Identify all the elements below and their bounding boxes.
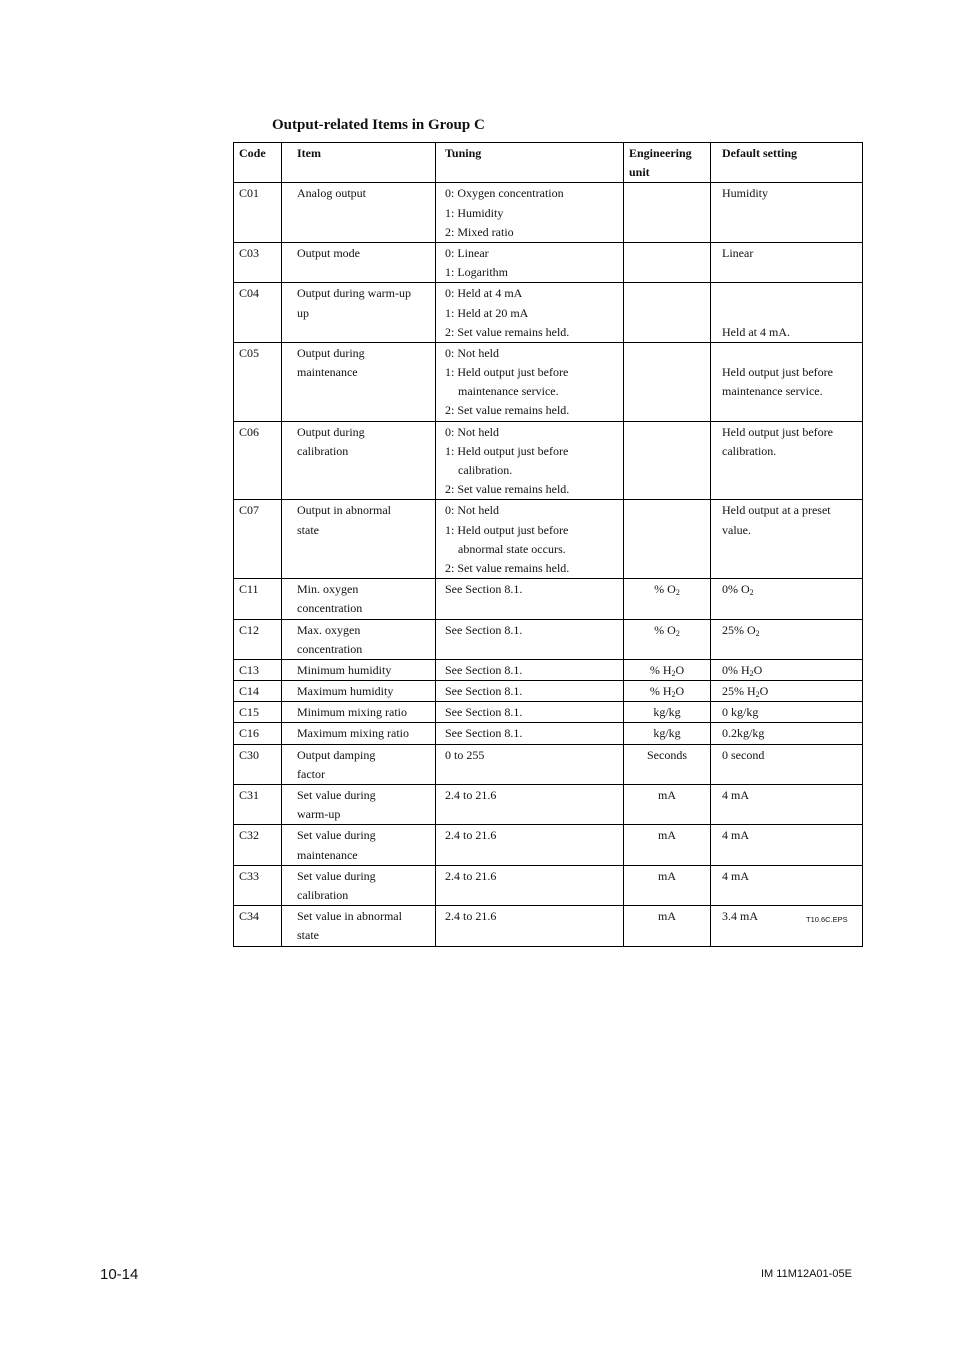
table-row bbox=[234, 825, 863, 865]
cell-item bbox=[282, 825, 436, 865]
cell-tuning bbox=[436, 825, 624, 865]
table-row bbox=[234, 785, 863, 825]
default-line bbox=[722, 344, 857, 363]
table-row bbox=[234, 681, 863, 702]
item-line: Analog output bbox=[297, 186, 366, 201]
cell-default bbox=[711, 723, 863, 744]
cell-code: C11 bbox=[234, 579, 282, 619]
cell-item bbox=[282, 283, 436, 343]
default-line: Humidity bbox=[722, 186, 769, 201]
header-code: Code bbox=[234, 143, 282, 183]
tuning-line: 2.4 to 21.6 bbox=[445, 788, 497, 803]
cell-code: C03 bbox=[234, 242, 282, 282]
cell-unit: mA bbox=[624, 825, 711, 865]
tuning-line: 2: Set value remains held. bbox=[445, 482, 570, 497]
cell-default bbox=[711, 342, 863, 421]
item-line: Output mode bbox=[297, 245, 360, 260]
tuning-line: calibration. bbox=[458, 463, 513, 477]
cell-tuning bbox=[436, 579, 624, 619]
tuning-line: 2.4 to 21.6 bbox=[445, 909, 497, 924]
item-line: Output during warm-up bbox=[297, 286, 411, 301]
cell-default bbox=[711, 242, 863, 282]
cell-code: C33 bbox=[234, 865, 282, 905]
table-row bbox=[234, 183, 863, 243]
cell-code: C06 bbox=[234, 421, 282, 500]
tuning-line: 1: Held output just before bbox=[445, 443, 569, 458]
cell-code: C01 bbox=[234, 183, 282, 243]
output-items-table bbox=[233, 142, 863, 947]
item-line: Output during bbox=[297, 345, 365, 360]
cell-tuning bbox=[436, 183, 624, 243]
table-title: Output-related Items in Group C bbox=[272, 117, 485, 133]
cell-item bbox=[282, 183, 436, 243]
cell-unit: kg/kg bbox=[624, 723, 711, 744]
cell-unit bbox=[624, 421, 711, 500]
item-line: up bbox=[297, 305, 309, 320]
cell-default bbox=[711, 865, 863, 905]
tuning-line: 1: Humidity bbox=[445, 205, 504, 220]
cell-default bbox=[711, 421, 863, 500]
cell-tuning bbox=[436, 744, 624, 784]
item-line: Output in abnormal bbox=[297, 503, 391, 518]
item-line: Set value during bbox=[297, 828, 376, 843]
cell-item bbox=[282, 342, 436, 421]
cell-default bbox=[711, 785, 863, 825]
tuning-line: See Section 8.1. bbox=[445, 705, 523, 720]
tuning-line: See Section 8.1. bbox=[445, 684, 523, 699]
cell-code: C32 bbox=[234, 825, 282, 865]
table-row bbox=[234, 421, 863, 500]
cell-unit: kg/kg bbox=[624, 702, 711, 723]
header-default: Default setting bbox=[711, 143, 863, 183]
cell-item bbox=[282, 659, 436, 680]
tuning-line: See Section 8.1. bbox=[445, 726, 523, 741]
cell-unit: % $O_2$ bbox=[624, 619, 711, 659]
cell-tuning bbox=[436, 242, 624, 282]
cell-item bbox=[282, 619, 436, 659]
header-unit-line-1: Engineering bbox=[629, 146, 692, 160]
table-row bbox=[234, 619, 863, 659]
cell-default bbox=[711, 702, 863, 723]
default-line: 0 kg/kg bbox=[722, 705, 759, 720]
item-line: maintenance bbox=[297, 847, 358, 862]
tuning-line: 0: Held at 4 mA bbox=[445, 286, 523, 301]
header-unit bbox=[624, 143, 711, 183]
cell-item bbox=[282, 242, 436, 282]
item-line: Set value during bbox=[297, 868, 376, 883]
eps-label: T10.6C.EPS bbox=[806, 915, 848, 924]
cell-code: C07 bbox=[234, 500, 282, 579]
default-line: 0% $H_2O$ bbox=[722, 662, 763, 678]
cell-default bbox=[711, 619, 863, 659]
item-line: state bbox=[297, 928, 319, 943]
default-line: 4 mA bbox=[722, 868, 749, 883]
table-row bbox=[234, 906, 863, 946]
cell-unit: % $H_2O$ bbox=[624, 659, 711, 680]
cell-tuning bbox=[436, 500, 624, 579]
default-line: 3.4 mA bbox=[722, 909, 758, 924]
default-line: 0 second bbox=[722, 747, 765, 762]
tuning-line: maintenance service. bbox=[458, 384, 559, 399]
tuning-line: 0: Not held bbox=[445, 503, 499, 518]
tuning-line: See Section 8.1. bbox=[445, 622, 523, 637]
item-line: state bbox=[297, 522, 319, 537]
item-line: Min. oxygen bbox=[297, 582, 359, 597]
cell-tuning bbox=[436, 283, 624, 343]
cell-unit bbox=[624, 183, 711, 243]
default-line bbox=[722, 284, 857, 303]
table-row bbox=[234, 659, 863, 680]
item-line: concentration bbox=[297, 601, 363, 616]
cell-item bbox=[282, 500, 436, 579]
tuning-line: 2: Set value remains held. bbox=[445, 560, 570, 575]
cell-default bbox=[711, 906, 863, 946]
default-line: value. bbox=[722, 522, 751, 537]
cell-default bbox=[711, 681, 863, 702]
tuning-line: 2.4 to 21.6 bbox=[445, 868, 497, 883]
item-line: Output damping bbox=[297, 747, 376, 762]
cell-unit bbox=[624, 242, 711, 282]
item-line: concentration bbox=[297, 641, 363, 656]
default-line bbox=[722, 304, 857, 323]
default-line: Held output at a preset bbox=[722, 503, 831, 518]
item-line: maintenance bbox=[297, 365, 358, 380]
cell-tuning bbox=[436, 865, 624, 905]
cell-unit bbox=[624, 500, 711, 579]
default-line: 4 mA bbox=[722, 828, 749, 843]
table-row bbox=[234, 744, 863, 784]
table-row bbox=[234, 723, 863, 744]
tuning-line: 1: Held output just before bbox=[445, 365, 569, 380]
default-line: 25% $O_2$ bbox=[722, 622, 760, 638]
cell-unit: Seconds bbox=[624, 744, 711, 784]
default-line: maintenance service. bbox=[722, 384, 823, 399]
tuning-line: abnormal state occurs. bbox=[458, 541, 566, 556]
table-row bbox=[234, 342, 863, 421]
table-header-row bbox=[234, 143, 863, 183]
cell-unit: % $H_2O$ bbox=[624, 681, 711, 702]
cell-tuning bbox=[436, 723, 624, 744]
tuning-line: 0 to 255 bbox=[445, 747, 485, 762]
cell-code: C30 bbox=[234, 744, 282, 784]
cell-code: C14 bbox=[234, 681, 282, 702]
cell-tuning bbox=[436, 421, 624, 500]
tuning-line: 2: Mixed ratio bbox=[445, 224, 514, 239]
document-id: IM 11M12A01-05E bbox=[761, 1268, 852, 1280]
page-number: 10-14 bbox=[100, 1266, 139, 1283]
cell-item bbox=[282, 744, 436, 784]
tuning-line: 2: Set value remains held. bbox=[445, 324, 570, 339]
cell-tuning bbox=[436, 659, 624, 680]
tuning-line: 1: Held output just before bbox=[445, 522, 569, 537]
header-item: Item bbox=[282, 143, 436, 183]
cell-tuning bbox=[436, 681, 624, 702]
cell-unit: mA bbox=[624, 785, 711, 825]
item-line: warm-up bbox=[297, 807, 341, 822]
item-line: calibration bbox=[297, 888, 349, 902]
default-line: 0.2kg/kg bbox=[722, 726, 765, 741]
header-unit-line-2: unit bbox=[629, 165, 650, 180]
cell-item bbox=[282, 785, 436, 825]
cell-item bbox=[282, 421, 436, 500]
default-line: 25% $H_2O$ bbox=[722, 684, 769, 700]
table-body bbox=[234, 183, 863, 946]
cell-item bbox=[282, 681, 436, 702]
default-line: Held at 4 mA. bbox=[722, 324, 790, 339]
tuning-line: 1: Held at 20 mA bbox=[445, 305, 529, 320]
cell-default bbox=[711, 659, 863, 680]
cell-unit: % $O_2$ bbox=[624, 579, 711, 619]
cell-item bbox=[282, 723, 436, 744]
tuning-line: 0: Not held bbox=[445, 345, 499, 360]
item-line: Maximum humidity bbox=[297, 684, 394, 699]
table-row bbox=[234, 283, 863, 343]
item-line: Maximum mixing ratio bbox=[297, 726, 409, 741]
cell-item bbox=[282, 906, 436, 946]
tuning-line: 0: Not held bbox=[445, 424, 499, 439]
tuning-line: See Section 8.1. bbox=[445, 582, 523, 597]
cell-default bbox=[711, 500, 863, 579]
cell-code: C15 bbox=[234, 702, 282, 723]
table-row bbox=[234, 242, 863, 282]
cell-unit bbox=[624, 342, 711, 421]
tuning-line: See Section 8.1. bbox=[445, 662, 523, 677]
table-row bbox=[234, 579, 863, 619]
table-row bbox=[234, 702, 863, 723]
header-tuning: Tuning bbox=[436, 143, 624, 183]
cell-code: C12 bbox=[234, 619, 282, 659]
cell-code: C34 bbox=[234, 906, 282, 946]
tuning-line: 0: Linear bbox=[445, 245, 489, 260]
cell-tuning bbox=[436, 906, 624, 946]
item-line: Output during bbox=[297, 424, 365, 439]
item-line: Minimum mixing ratio bbox=[297, 705, 407, 720]
cell-default bbox=[711, 825, 863, 865]
item-line: Set value during bbox=[297, 788, 376, 803]
cell-item bbox=[282, 865, 436, 905]
cell-default bbox=[711, 283, 863, 343]
cell-tuning bbox=[436, 619, 624, 659]
cell-code: C13 bbox=[234, 659, 282, 680]
table-row bbox=[234, 500, 863, 579]
tuning-line: 2: Set value remains held. bbox=[445, 403, 570, 418]
cell-item bbox=[282, 702, 436, 723]
default-line: 4 mA bbox=[722, 788, 749, 803]
cell-tuning bbox=[436, 702, 624, 723]
item-line: Max. oxygen bbox=[297, 622, 361, 637]
default-line: Held output just before bbox=[722, 365, 833, 380]
table-row bbox=[234, 865, 863, 905]
tuning-line: 1: Logarithm bbox=[445, 265, 508, 280]
cell-default bbox=[711, 579, 863, 619]
cell-code: C05 bbox=[234, 342, 282, 421]
cell-tuning bbox=[436, 342, 624, 421]
item-line: factor bbox=[297, 766, 325, 781]
cell-default bbox=[711, 183, 863, 243]
cell-unit bbox=[624, 283, 711, 343]
default-line: 0% $O_2$ bbox=[722, 582, 754, 598]
item-line: calibration bbox=[297, 443, 349, 458]
item-line: Set value in abnormal bbox=[297, 909, 402, 924]
cell-tuning bbox=[436, 785, 624, 825]
default-line: Held output just before bbox=[722, 424, 833, 439]
cell-code: C16 bbox=[234, 723, 282, 744]
cell-code: C04 bbox=[234, 283, 282, 343]
cell-unit: mA bbox=[624, 865, 711, 905]
tuning-line: 2.4 to 21.6 bbox=[445, 828, 497, 843]
tuning-line: 0: Oxygen concentration bbox=[445, 186, 564, 201]
cell-code: C31 bbox=[234, 785, 282, 825]
cell-unit: mA bbox=[624, 906, 711, 946]
cell-default bbox=[711, 744, 863, 784]
cell-item bbox=[282, 579, 436, 619]
default-line: calibration. bbox=[722, 443, 777, 458]
default-line: Linear bbox=[722, 245, 754, 260]
item-line: Minimum humidity bbox=[297, 662, 392, 677]
